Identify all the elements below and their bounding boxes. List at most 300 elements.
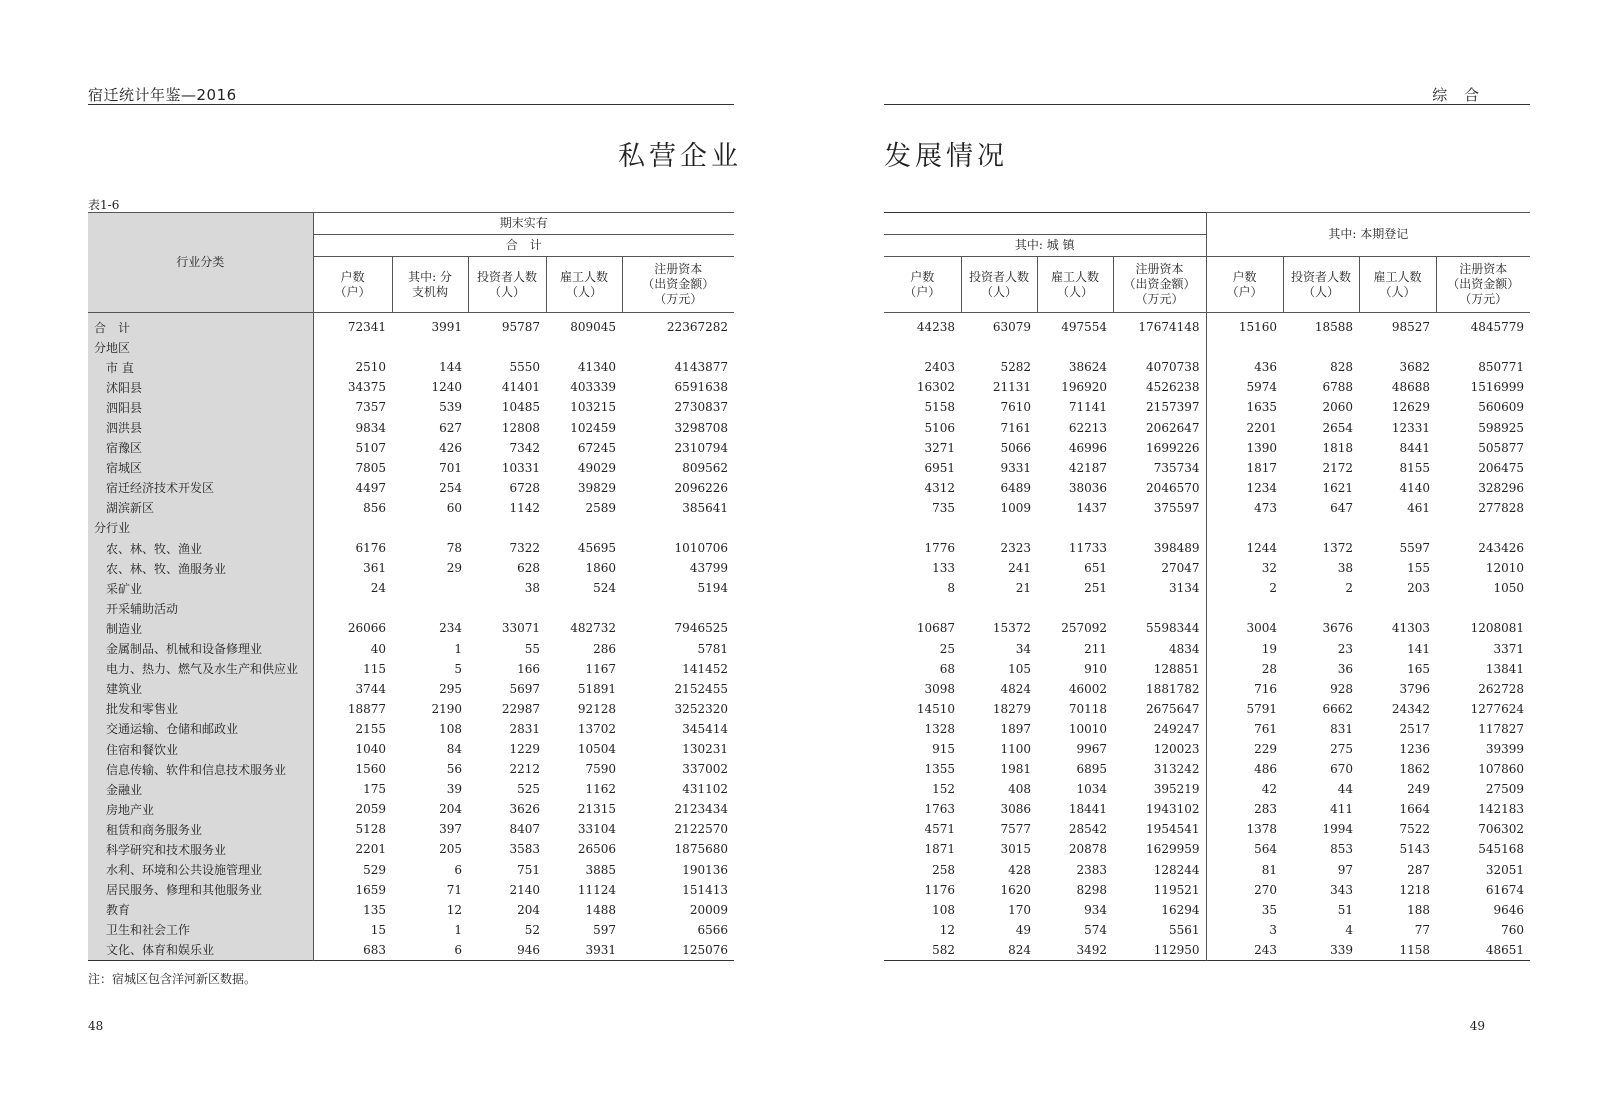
cell-value: 120023 [1153,742,1200,757]
table-row [88,659,734,679]
cell-value: 2675647 [1146,701,1200,716]
cell-value [1283,598,1359,618]
cell-value: 3991 [431,320,462,335]
cell-value: 1817 [1206,458,1283,478]
cell-value: 7805 [355,460,386,475]
cell-value: 117827 [1478,721,1525,736]
table-row [88,719,734,739]
cell-value: 24 [370,581,386,596]
cell-value: 128244 [1153,862,1200,877]
cell-value: 1208081 [1470,621,1525,636]
cell-value [313,518,392,538]
cell-value: 5158 [924,400,955,415]
table-row [884,518,1530,538]
cell-value: 7577 [1000,822,1031,837]
cell-value: 81 [1206,860,1283,880]
cell-value: 3885 [585,862,616,877]
cell-value: 48651 [1485,942,1525,957]
cell-value: 701 [439,460,462,475]
cell-value: 397 [439,822,462,837]
cell-value: 275 [1330,742,1353,757]
cell-value: 8441 [1399,440,1430,455]
cell-value: 5066 [1000,440,1031,455]
row-label: 农、林、牧、渔服务业 [88,558,313,578]
cell-value: 1954541 [1146,822,1200,837]
table-row [88,538,734,558]
cell-value: 627 [439,420,462,435]
row-label: 租赁和商务服务业 [88,819,313,839]
cell-value: 34375 [347,380,386,395]
row-label: 泗阳县 [88,397,313,417]
cell-value: 38 [524,581,540,596]
cell-value: 48688 [1391,380,1430,395]
cell-value: 1516999 [1470,380,1525,395]
cell-value: 4526238 [1146,380,1200,395]
cell-value: 2155 [355,721,386,736]
cell-value: 6 [454,862,462,877]
cell-value: 10687 [916,621,955,636]
cell-value: 486 [1206,759,1283,779]
cell-value: 2589 [585,500,616,515]
cell-value: 6951 [924,460,955,475]
cell-value: 2403 [924,360,955,375]
cell-value: 18441 [1068,802,1107,817]
table-body-left [88,313,734,961]
cell-value: 2190 [431,701,462,716]
cell-value: 1818 [1322,440,1353,455]
cell-value: 828 [1330,360,1353,375]
group-header-end: 期末实有 [313,213,734,235]
cell-value: 18279 [992,701,1031,716]
cell-value: 398489 [1153,541,1200,556]
cell-value: 188 [1407,902,1430,917]
cell-value: 258 [932,862,955,877]
table-row [88,438,734,458]
cell-value: 6 [454,942,462,957]
cell-value: 1234 [1206,478,1283,498]
table-row [88,679,734,699]
cell-value: 32 [1206,558,1283,578]
table-row [88,839,734,859]
cell-value: 33104 [577,822,616,837]
cell-value: 5194 [697,581,728,596]
cell-value: 735 [932,500,955,515]
cell-value: 582 [932,942,955,957]
cell-value: 15 [370,922,386,937]
cell-value: 234 [439,621,462,636]
cell-value: 856 [363,500,386,515]
cell-value: 102459 [570,420,616,435]
cell-value [392,518,468,538]
cell-value: 7946525 [674,621,728,636]
cell-value: 7590 [585,762,616,777]
cell-value: 8298 [1076,882,1107,897]
cell-value [1359,598,1436,618]
cell-value: 78 [446,541,462,556]
col-urban-employees: 雇工人数 （人） [1037,257,1113,313]
cell-value: 7357 [355,400,386,415]
cell-value: 125076 [682,942,728,957]
cell-value: 9967 [1076,742,1107,757]
cell-value: 16294 [1161,902,1200,917]
cell-value: 107860 [1478,762,1525,777]
page-title-left: 私营企业 [618,141,742,172]
cell-value: 5974 [1206,377,1283,397]
cell-value: 270 [1206,880,1283,900]
cell-value: 283 [1206,799,1283,819]
cell-value: 1050 [1493,581,1525,596]
table-row [88,498,734,518]
row-label: 卫生和社会工作 [88,920,313,940]
cell-value: 5598344 [1146,621,1200,636]
cell-value: 525 [517,782,540,797]
row-label: 市 直 [88,357,313,377]
cell-value: 45695 [577,541,616,556]
cell-value: 26506 [577,842,616,857]
cell-value: 2323 [1000,541,1031,556]
stats-table-right [884,212,1530,961]
table-row [884,498,1530,518]
cell-value: 473 [1206,498,1283,518]
cell-value: 19 [1206,639,1283,659]
cell-value: 12331 [1391,420,1430,435]
table-body-right [884,313,1530,961]
header-rule-left [88,104,734,105]
cell-value: 4845779 [1470,320,1525,335]
cell-value: 2059 [355,802,386,817]
table-row [88,900,734,920]
cell-value [1436,518,1530,538]
cell-value: 42 [1206,779,1283,799]
cell-value: 670 [1330,762,1353,777]
cell-value: 38 [1337,561,1353,576]
row-label: 泗洪县 [88,417,313,437]
cell-value [1206,518,1283,538]
cell-value: 251 [1084,581,1107,596]
cell-value: 1372 [1322,541,1353,556]
cell-value: 598925 [1478,420,1525,435]
cell-value [392,598,468,618]
cell-value: 40 [370,641,386,656]
col-urban-investors: 投资者人数 （人） [961,257,1037,313]
cell-value: 1390 [1206,438,1283,458]
table-number: 表1-6 [88,198,120,212]
row-label: 文化、体育和娱乐业 [88,940,313,961]
cell-value: 1871 [924,842,955,857]
cell-value: 46002 [1068,681,1107,696]
cell-value: 22987 [501,701,540,716]
cell-value: 41401 [501,380,540,395]
cell-value: 1355 [924,762,955,777]
cell-value: 1 [454,641,462,656]
cell-value: 1040 [355,742,386,757]
table-row [884,759,1530,779]
cell-value [1436,598,1530,618]
cell-value: 32051 [1485,862,1525,877]
cell-value: 345414 [682,721,728,736]
cell-value: 735734 [1153,460,1200,475]
cell-value: 1 [454,922,462,937]
row-label: 农、林、牧、渔业 [88,538,313,558]
table-row [88,598,734,618]
col-households: 户数 （户） [313,257,392,313]
cell-value: 3796 [1399,681,1430,696]
cell-value: 44 [1337,782,1353,797]
cell-value: 46996 [1068,440,1107,455]
cell-value: 103215 [570,400,616,415]
cell-value: 9331 [1000,460,1031,475]
table-row [884,598,1530,618]
cell-value: 204 [439,802,462,817]
cell-value: 1328 [924,721,955,736]
cell-value: 1100 [1000,742,1031,757]
cell-value: 38036 [1068,480,1107,495]
cell-value: 35 [1206,900,1283,920]
cell-value: 597 [593,922,616,937]
cell-value: 1862 [1399,762,1430,777]
cell-value: 8407 [509,822,540,837]
cell-value [313,598,392,618]
cell-value: 3004 [1206,618,1283,638]
cell-value: 44238 [916,320,955,335]
cell-value: 133 [932,561,955,576]
cell-value: 1010706 [674,541,728,556]
cell-value: 84 [446,742,462,757]
col-employees: 雇工人数 （人） [546,257,622,313]
table-row [88,478,734,498]
cell-value: 497554 [1061,320,1107,335]
cell-value: 6591638 [674,380,728,395]
cell-value: 5597 [1399,541,1430,556]
cell-value: 4834 [1168,641,1200,656]
cell-value: 761 [1206,719,1283,739]
cell-value: 249 [1407,782,1430,797]
row-label: 开采辅助活动 [88,598,313,618]
table-row [88,518,734,538]
cell-value: 68 [939,661,955,676]
table-row [884,618,1530,638]
cell-value: 8 [947,581,955,596]
cell-value: 229 [1206,739,1283,759]
cell-value: 6895 [1076,762,1107,777]
cell-value [1037,518,1113,538]
cell-value: 18588 [1314,320,1353,335]
cell-value: 70118 [1068,701,1107,716]
cell-value: 205 [439,842,462,857]
table-row [884,337,1530,357]
table-row [884,940,1530,961]
cell-value: 5781 [697,641,728,656]
cell-value: 403339 [570,380,616,395]
col-new-households: 户数 （户） [1206,257,1283,313]
cell-value: 52 [524,922,540,937]
page-number-right: 49 [1469,1019,1485,1033]
cell-value: 1629959 [1146,842,1200,857]
table-row [884,659,1530,679]
cell-value: 166 [517,661,540,676]
cell-value: 4824 [1000,681,1031,696]
cell-value: 286 [593,641,616,656]
cell-value: 1897 [1000,721,1031,736]
cell-value [961,518,1037,538]
cell-value [392,578,468,598]
cell-value: 5 [454,661,462,676]
cell-value: 39 [446,782,462,797]
cell-value: 77 [1414,922,1430,937]
cell-value: 915 [932,742,955,757]
group-header-end-continued [884,213,1206,235]
cell-value: 28 [1206,659,1283,679]
right-page [805,0,1609,1099]
col-new-employees: 雇工人数 （人） [1359,257,1436,313]
cell-value: 42187 [1068,460,1107,475]
cell-value: 1881782 [1146,681,1200,696]
cell-value: 3676 [1322,621,1353,636]
table-row [88,739,734,759]
cell-value: 41340 [577,360,616,375]
cell-value: 51891 [577,681,616,696]
table-row [88,639,734,659]
cell-value: 1994 [1322,822,1353,837]
cell-value: 11733 [1068,541,1107,556]
cell-value: 928 [1330,681,1353,696]
cell-value [1359,518,1436,538]
cell-value: 343 [1330,882,1353,897]
cell-value: 26066 [347,621,386,636]
cell-value: 130231 [682,742,728,757]
table-row [884,779,1530,799]
cell-value: 2062647 [1146,420,1200,435]
cell-value [546,518,622,538]
cell-value: 34 [1015,641,1031,656]
table-row [88,377,734,397]
cell-value: 529 [363,862,386,877]
page-number-left: 48 [88,1019,104,1033]
cell-value: 328296 [1478,480,1525,495]
row-label: 科学研究和技术服务业 [88,839,313,859]
table-row [884,578,1530,598]
table-row [88,417,734,437]
cell-value: 1860 [585,561,616,576]
cell-value: 1240 [431,380,462,395]
cell-value: 211 [1084,641,1107,656]
cell-value: 18877 [347,701,386,716]
cell-value: 115 [363,661,386,676]
cell-value: 716 [1206,679,1283,699]
cell-value: 1009 [1000,500,1031,515]
cell-value [468,518,546,538]
table-row [884,739,1530,759]
cell-value: 809562 [682,460,728,475]
cell-value: 71 [446,882,462,897]
cell-value: 545168 [1478,842,1525,857]
table-row [884,799,1530,819]
cell-value: 3134 [1168,581,1200,596]
cell-value: 1167 [585,661,616,676]
cell-value: 3626 [509,802,540,817]
cell-value: 97 [1337,862,1353,877]
col-urban-capital: 注册资本 （出资金额） （万元） [1113,257,1206,313]
row-label: 水利、环境和公共设施管理业 [88,860,313,880]
table-row [88,618,734,638]
cell-value: 7610 [1000,400,1031,415]
row-label: 建筑业 [88,679,313,699]
cell-value: 24342 [1391,701,1430,716]
cell-value: 25 [939,641,955,656]
cell-value: 4143877 [674,360,728,375]
cell-value: 411 [1330,802,1353,817]
row-label: 合 计 [88,313,313,338]
cell-value: 408 [1008,782,1031,797]
cell-value: 7522 [1399,822,1430,837]
cell-value: 4312 [924,480,955,495]
cell-value: 1437 [1076,500,1107,515]
cell-value: 262728 [1478,681,1525,696]
cell-value: 1981 [1000,762,1031,777]
table-row [88,578,734,598]
col-new-investors: 投资者人数 （人） [1283,257,1359,313]
cell-value: 39829 [577,480,616,495]
cell-value: 71141 [1068,400,1107,415]
col-branches: 其中: 分 支机构 [392,257,468,313]
table-row [884,458,1530,478]
cell-value: 9834 [355,420,386,435]
cell-value: 809045 [570,320,616,335]
cell-value: 112950 [1153,942,1200,957]
table-row [884,357,1530,377]
cell-value: 505877 [1478,440,1525,455]
cell-value: 5282 [1000,360,1031,375]
cell-value: 21 [1015,581,1031,596]
table-row [884,377,1530,397]
table-row [88,799,734,819]
cell-value: 482732 [570,621,616,636]
row-label: 湖滨新区 [88,498,313,518]
col-investors: 投资者人数 （人） [468,257,546,313]
cell-value: 27509 [1485,782,1525,797]
cell-value: 2046570 [1146,480,1200,495]
cell-value: 3086 [1000,802,1031,817]
cell-value: 5550 [509,360,540,375]
cell-value: 2201 [355,842,386,857]
cell-value: 1378 [1206,819,1283,839]
cell-value [1037,337,1113,357]
cell-value [546,598,622,618]
row-label: 制造业 [88,618,313,638]
cell-value: 67245 [577,440,616,455]
cell-value: 853 [1330,842,1353,857]
cell-value: 141452 [682,661,728,676]
table-row [884,313,1530,338]
cell-value: 1218 [1399,882,1430,897]
cell-value: 3015 [1000,842,1031,857]
group-header-total: 合 计 [313,235,734,257]
cell-value: 683 [363,942,386,957]
table-row [88,759,734,779]
cell-value: 12629 [1391,400,1430,415]
table-row [884,538,1530,558]
header-rule-right [884,104,1530,105]
table-row [884,900,1530,920]
cell-value: 241 [1008,561,1031,576]
cell-value: 1664 [1399,802,1430,817]
row-label: 批发和零售业 [88,699,313,719]
row-label: 电力、热力、燃气及水生产和供应业 [88,659,313,679]
cell-value: 10504 [577,742,616,757]
cell-value: 7161 [1000,420,1031,435]
cell-value [884,337,961,357]
cell-value: 5106 [924,420,955,435]
